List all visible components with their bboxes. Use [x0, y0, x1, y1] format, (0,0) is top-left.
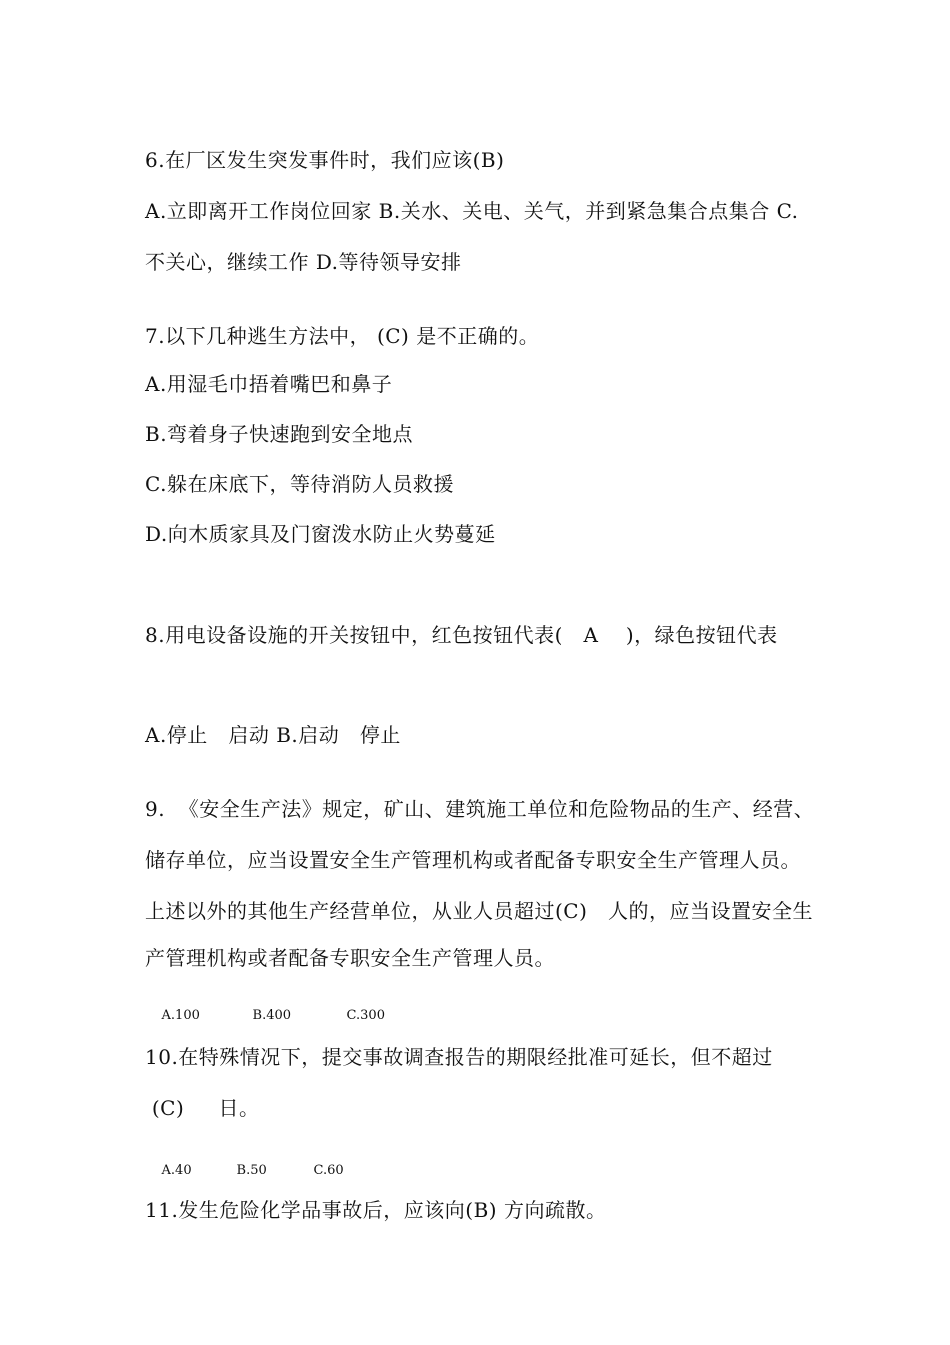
question-11-text: 11.发生危险化学品事故后，应该向(B) 方向疏散。	[145, 1198, 607, 1222]
question-10-line1: 10.在特殊情况下，提交事故调查报告的期限经批准可延长，但不超过	[145, 1045, 773, 1069]
question-8-text: 8.用电设备设施的开关按钮中，红色按钮代表( A )，绿色按钮代表	[145, 623, 778, 647]
question-9-option-c: C.300	[346, 1008, 385, 1023]
question-9-line3: 上述以外的其他生产经营单位，从业人员超过(C) 人的，应当设置安全生	[145, 899, 813, 923]
question-7-text: 7.以下几种逃生方法中， (C) 是不正确的。	[145, 324, 540, 348]
question-7-option-d: D.向木质家具及门窗泼水防止火势蔓延	[145, 522, 496, 546]
question-9-line1: 9. 《安全生产法》规定，矿山、建筑施工单位和危险物品的生产、经营、	[145, 797, 815, 821]
question-7-option-c: C.躲在床底下，等待消防人员救援	[145, 472, 454, 496]
question-9-line2: 储存单位，应当设置安全生产管理机构或者配备专职安全生产管理人员。	[145, 848, 801, 872]
question-7-option-b: B.弯着身子快速跑到安全地点	[145, 422, 414, 446]
question-10-line2: (C) 日。	[145, 1096, 260, 1120]
question-9-option-a: A.100	[161, 1008, 200, 1023]
question-6-text: 6.在厂区发生突发事件时，我们应该(B)	[145, 148, 505, 172]
question-9-line4: 产管理机构或者配备专职安全生产管理人员。	[145, 946, 555, 970]
question-10-options	[145, 1151, 344, 1190]
question-6-options-line2: 不关心，继续工作 D.等待领导安排	[145, 250, 462, 274]
question-8-options: A.停止 启动 B.启动 停止	[145, 723, 401, 747]
question-10-option-a: A.40	[161, 1163, 192, 1178]
question-10-option-c: C.60	[313, 1163, 344, 1178]
question-7-option-a: A.用湿毛巾捂着嘴巴和鼻子	[145, 372, 393, 396]
question-6-options-line1: A.立即离开工作岗位回家 B.关水、关电、关气，并到紧急集合点集合 C.	[145, 199, 799, 223]
question-9-options	[145, 996, 385, 1035]
question-9-option-b: B.400	[252, 1008, 292, 1023]
question-10-option-b: B.50	[236, 1163, 267, 1178]
